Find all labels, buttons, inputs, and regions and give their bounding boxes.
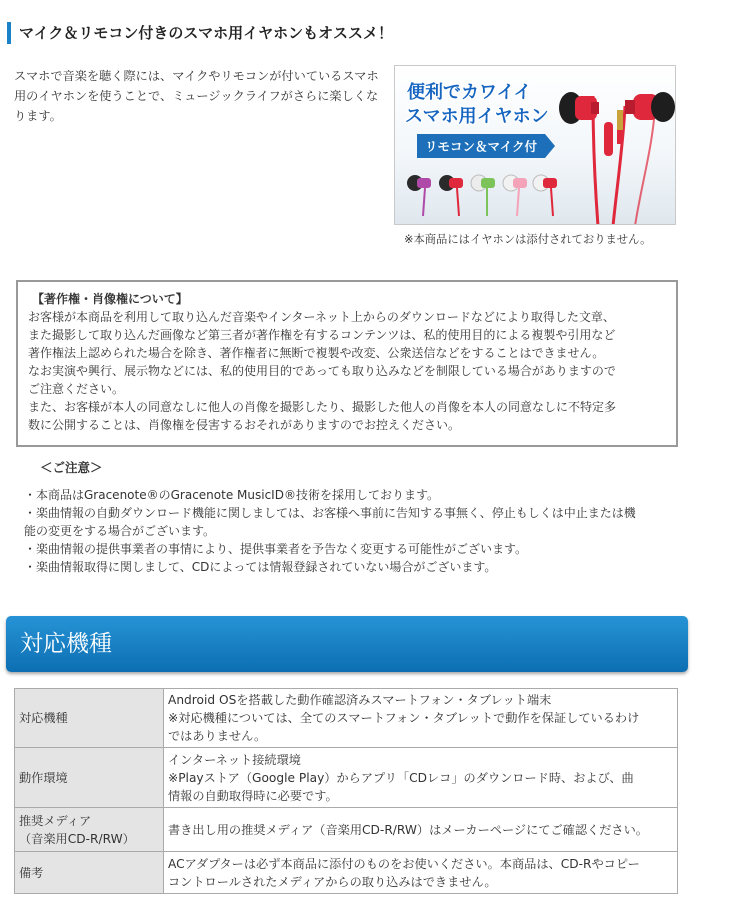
caution-list <box>24 486 696 576</box>
table-row <box>15 748 678 808</box>
copyright-notice-box <box>16 280 678 447</box>
caution-item: 能の変更をする場合がございます。 <box>24 524 216 538</box>
audio-jack <box>617 110 623 144</box>
remote-control <box>604 122 613 156</box>
notice-line: また、お客様が本人の同意なしに他人の肖像を撮影したり、撮影した他人の肖像を本人の同意なしに不特定多 <box>28 400 617 414</box>
notice-line: ご注意ください。 <box>28 382 125 396</box>
section-heading: マイク＆リモコン付きのスマホ用イヤホンもオススメ！ <box>7 22 393 44</box>
image-caption: ※本商品にはイヤホンは添付されておりません。 <box>404 233 652 246</box>
notice-line: 著作権法上認められた場合を除き、著作権者に無断で複製や改変、公衆送信などをすることはできません。 <box>28 346 605 360</box>
caution-heading: ＜ご注意＞ <box>40 460 103 475</box>
tag-ribbon <box>417 134 555 158</box>
table-row <box>15 689 678 748</box>
earphones-illustration <box>395 66 676 225</box>
row-value: 書き出し用の推奨メディア（音楽用CD-R/RW）はメーカーページにてご確認ください。 <box>164 808 678 852</box>
notice-line: 数に公開することは、肖像権を侵害するおそれがありますのでお控えください。 <box>28 418 461 432</box>
row-label: 推奨メディア （音楽用CD-R/RW） <box>15 808 164 852</box>
row-label: 動作環境 <box>15 748 164 808</box>
row-value: Android OSを搭載した動作確認済みスマートフォン・タブレット端末 ※対応機種については、全てのスマートフォン・タブレットで動作を保証しているわけ ではありません。 <box>164 689 678 748</box>
caution-item: ・本商品はGracenote®のGracenote MusicID®技術を採用しております。 <box>24 488 439 502</box>
caution-item: ・楽曲情報取得に関しまして、CDによっては情報登録されていない場合がございます。 <box>24 560 497 574</box>
banner-line-1: 便利でカワイイ <box>407 82 532 103</box>
row-label: 対応機種 <box>15 689 164 748</box>
earbud-lineup <box>407 175 557 216</box>
row-label: 備考 <box>15 852 164 894</box>
table-row <box>15 852 678 894</box>
notice-title: 【著作権・肖像権について】 <box>32 292 188 306</box>
row-value: ACアダプターは必ず本商品に添付のものをお使いください。本商品は、CD-Rやコピー コントロールされたメディアからの取り込みはできません。 <box>164 852 678 894</box>
caution-item: ・楽曲情報の提供事業者の事情により、提供事業者を予告なく変更する可能性がございます。 <box>24 542 528 556</box>
notice-line: お客様が本商品を利用して取り込んだ音楽やインターネット上からのダウンロードなどにより取得した文章、 <box>28 310 615 324</box>
product-image <box>394 65 676 225</box>
earbud-large-left <box>559 92 599 124</box>
caution-item: ・楽曲情報の自動ダウンロード機能に関しましては、お客様へ事前に告知する事無く、停止もしくは中止または機 <box>24 506 636 520</box>
tag-label: リモコン＆マイク付 <box>425 139 538 154</box>
row-value: インターネット接続環境 ※Playストア（Google Play）からアプリ「CDレコ」のダウンロード時、および、曲 情報の自動取得時に必要です。 <box>164 748 678 808</box>
spec-table <box>14 688 678 894</box>
banner-line-2: スマホ用イヤホン <box>405 106 549 127</box>
notice-body <box>28 308 666 434</box>
notice-line: また撮影して取り込んだ画像など第三者が著作権を有するコンテンツは、私的使用目的による複製や引用など <box>28 328 616 342</box>
notice-line: なお実演や興行、展示物などには、私的使用目的であっても取り込みなどを制限している場合がありますので <box>28 364 616 378</box>
earbud-large-right <box>625 92 675 122</box>
intro-text: スマホで音楽を聴く際には、マイクやリモコンが付いているスマホ用のイヤホンを使うことで、ミュージックライフがさらに楽しくなります。 <box>14 69 379 123</box>
compat-heading: 対応機種 <box>6 616 688 672</box>
table-row <box>15 808 678 852</box>
